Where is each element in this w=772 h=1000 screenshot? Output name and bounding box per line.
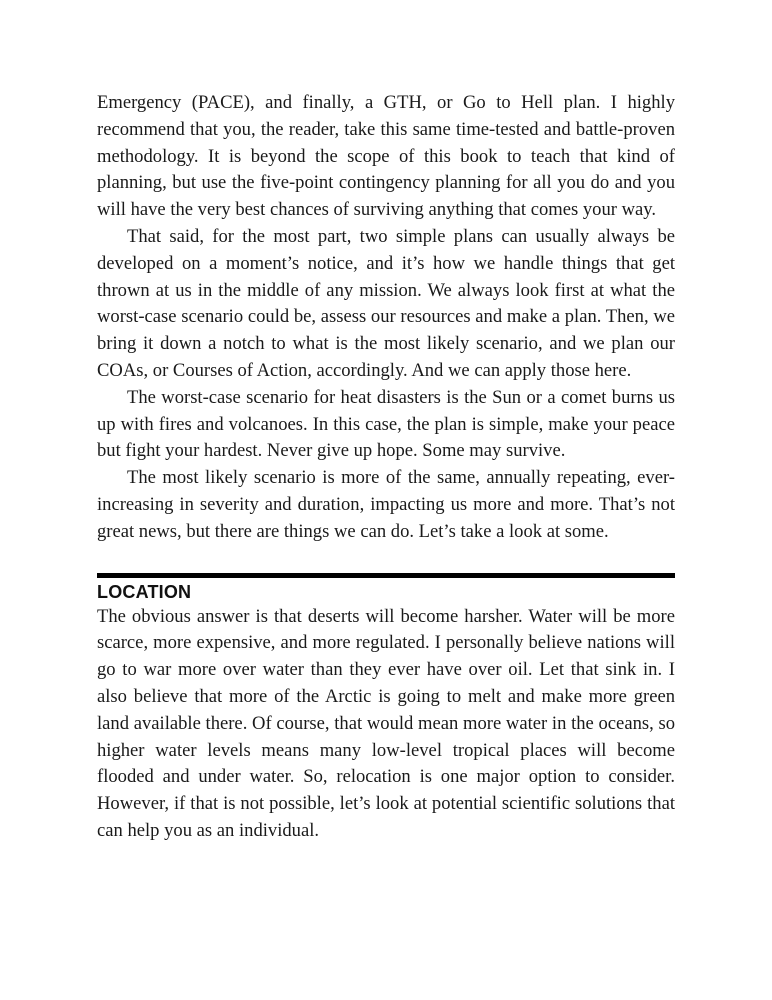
section-heading: LOCATION [97,581,192,602]
page-content [97,90,675,845]
section-paragraph: The obvious answer is that deserts will become harsher. Water will be more scarce, more expensive, and more regulated. I personally believe nations will go to war more over water than they ever have over oil. Let that sink in. I also believe that more of the Arctic is going to melt and make more green land available there. Of course, that would mean more water in the oceans, so higher water levels means many low-level tropical places will become flooded and under water. So, relocation is one major option to consider. However, if that is not possible, let’s look at potential scientific solutions that can help you as an individual. [97,605,675,841]
section-divider [97,573,675,578]
body-paragraph-2: That said, for the most part, two simple plans can usually always be developed on a moment’s notice, and it’s how we handle things that get thrown at us in the middle of any mission. We always look first at what the worst-case scenario could be, assess our resources and make a plan. Then, we bring it down a notch to what is the most likely scenario, and we plan our COAs, or Courses of Action, accordingly. And we can apply those here. [97,225,675,381]
body-paragraph-4: The most likely scenario is more of the same, annually repeating, ever-increasing in severity and duration, impacting us more and more. That’s not great news, but there are things we can do. Let’s take a look at some. [97,467,675,542]
body-paragraph-1: Emergency (PACE), and finally, a GTH, or Go to Hell plan. I highly recommend that you, the reader, take this same time-tested and battle-proven methodology. It is beyond the scope of this book to teach that kind of planning, but use the five-point contingency planning for all you do and you will have the very best chances of surviving anything that comes your way. [97,92,675,221]
body-paragraph-3: The worst-case scenario for heat disasters is the Sun or a comet burns us up with fires and volcanoes. In this case, the plan is simple, make your peace but fight your hardest. Never give up hope. Some may survive. [97,386,675,462]
